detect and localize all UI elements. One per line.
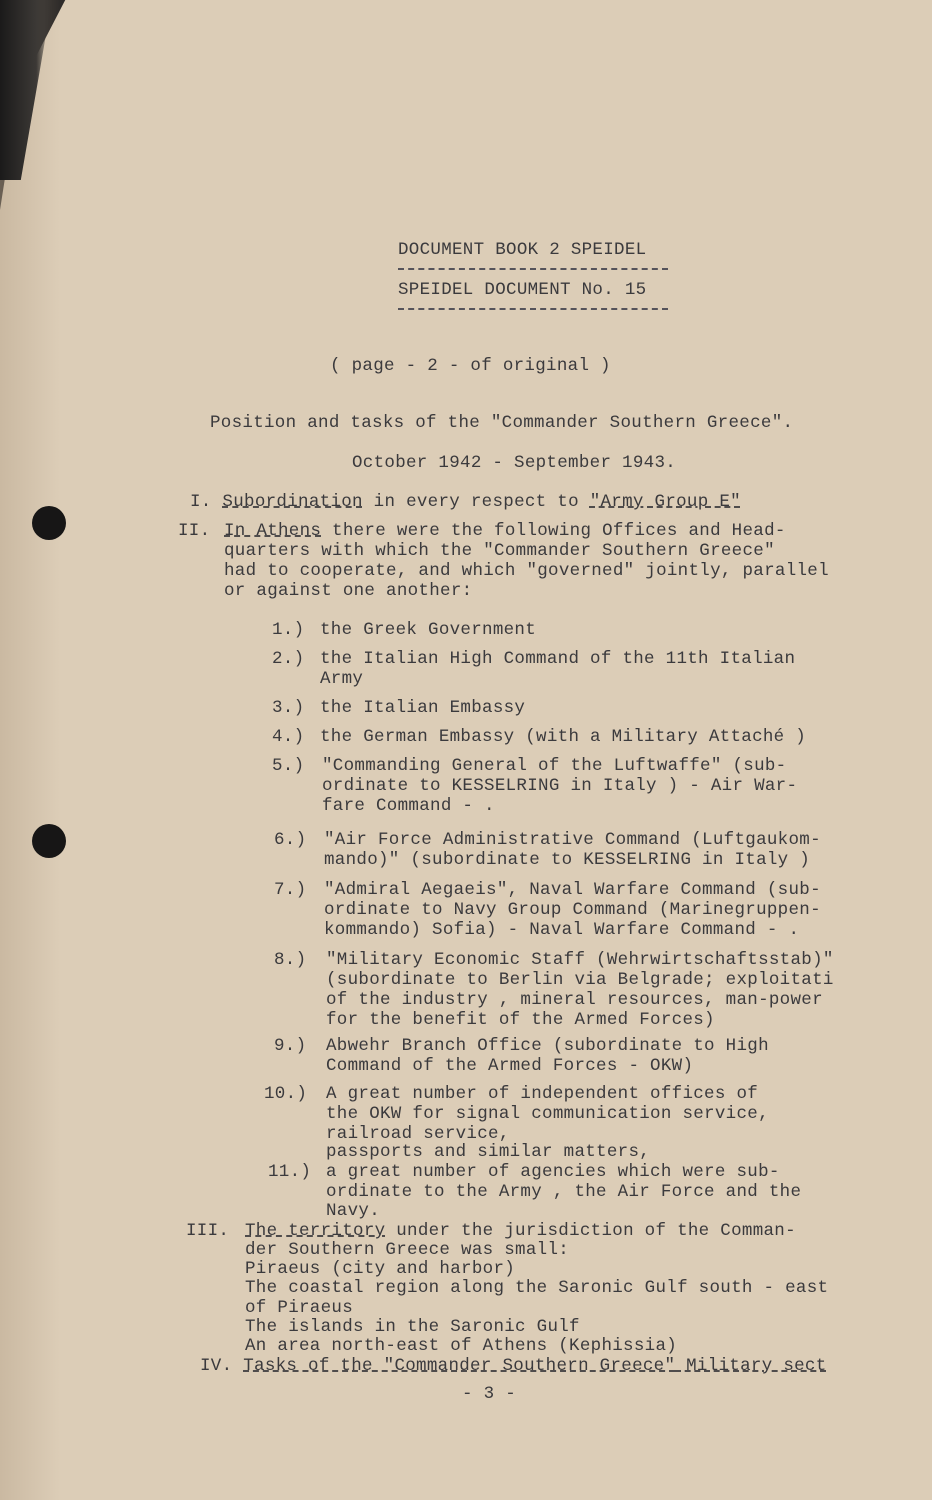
- section-ii-line: or against one another:: [224, 581, 473, 601]
- list-item-number: 1.): [272, 620, 305, 640]
- section-iii-line: The coastal region along the Saronic Gulf south - east: [245, 1278, 829, 1298]
- page-margin-shadow: [0, 0, 60, 1500]
- section-i-numeral: I.: [190, 492, 212, 512]
- section-iv: [200, 1356, 827, 1376]
- section-ii-line: In Athens there were the following Offices and Head-: [224, 521, 786, 541]
- section-iv-text: Military sect: [675, 1356, 827, 1376]
- document-period: October 1942 - September 1943.: [352, 453, 677, 473]
- section-iii-line: The islands in the Saronic Gulf: [245, 1317, 580, 1337]
- list-item-text: the Italian Embassy: [320, 698, 526, 718]
- list-item-text: mando)" (subordinate to KESSELRING in Italy ): [324, 850, 811, 870]
- list-item-number: 5.): [272, 756, 305, 776]
- list-item-text: "Military Economic Staff (Wehrwirtschaftsstab)": [326, 950, 834, 970]
- list-item-text: Army: [320, 669, 364, 689]
- list-item-text: the German Embassy (with a Military Attaché ): [320, 727, 807, 747]
- section-iii-heading: The territory: [245, 1221, 386, 1241]
- list-item-text: Command of the Armed Forces - OKW): [326, 1056, 694, 1076]
- section-i-target: "Army Group E": [589, 492, 741, 512]
- list-item-number: 9.): [274, 1036, 307, 1056]
- list-item-number: 11.): [268, 1162, 312, 1182]
- list-item-number: 8.): [274, 950, 307, 970]
- document-book-title: DOCUMENT BOOK 2 SPEIDEL: [398, 240, 647, 260]
- list-item-text: (subordinate to Berlin via Belgrade; exploitati: [326, 970, 834, 990]
- section-iii-line: An area north-east of Athens (Kephissia): [245, 1336, 678, 1356]
- list-item-number: 7.): [274, 880, 307, 900]
- list-item-text: the Italian High Command of the 11th Italian: [320, 649, 796, 669]
- list-item-number: 6.): [274, 830, 307, 850]
- list-item-text: the OKW for signal communication service,: [326, 1104, 769, 1124]
- section-i: [190, 492, 741, 512]
- section-iii-numeral: III.: [186, 1221, 230, 1241]
- list-item-text: Abwehr Branch Office (subordinate to High: [326, 1036, 769, 1056]
- list-item-text: fare Command - .: [322, 796, 495, 816]
- list-item-number: 4.): [272, 727, 305, 747]
- list-item-text: Navy.: [326, 1201, 381, 1221]
- list-item-text: ordinate to KESSELRING in Italy ) - Air War-: [322, 776, 798, 796]
- list-item-number: 10.): [264, 1084, 308, 1104]
- list-item-text: "Admiral Aegaeis", Naval Warfare Command (sub-: [324, 880, 821, 900]
- section-iii-line: Piraeus (city and harbor): [245, 1259, 516, 1279]
- list-item-number: 3.): [272, 698, 305, 718]
- list-item-text: "Air Force Administrative Command (Luftgaukom-: [324, 830, 821, 850]
- list-item-text: A great number of independent offices of: [326, 1084, 759, 1104]
- list-item-text: "Commanding General of the Luftwaffe" (sub-: [322, 756, 787, 776]
- list-item-text: of the industry , mineral resources, man-power: [326, 990, 823, 1010]
- section-iii-line: of Piraeus: [245, 1298, 354, 1318]
- header-rule-1: [398, 268, 668, 270]
- list-item-text: passports and similar matters,: [326, 1142, 651, 1162]
- section-ii-line: quarters with which the "Commander Southern Greece": [224, 541, 775, 561]
- punch-hole-upper: [32, 506, 66, 540]
- section-ii-heading: In Athens: [224, 521, 322, 541]
- list-item-text: ordinate to the Army , the Air Force and the: [326, 1182, 802, 1202]
- list-item-text: ordinate to Navy Group Command (Marinegruppen-: [324, 900, 821, 920]
- header-rule-2: [398, 308, 668, 310]
- list-item-text: for the benefit of the Armed Forces): [326, 1010, 715, 1030]
- page-reference: ( page - 2 - of original ): [330, 356, 611, 376]
- list-item-text: railroad service,: [326, 1124, 510, 1144]
- document-number: SPEIDEL DOCUMENT No. 15: [398, 280, 647, 300]
- punch-hole-lower: [32, 824, 66, 858]
- section-iii-line: The territory under the jurisdiction of the Comman-: [245, 1221, 796, 1241]
- section-iv-heading: Tasks of the "Commander Southern Greece": [243, 1356, 676, 1376]
- list-item-text: kommando) Sofia) - Naval Warfare Command - .: [324, 920, 800, 940]
- section-iii-line: der Southern Greece was small:: [245, 1240, 570, 1260]
- list-item-number: 2.): [272, 649, 305, 669]
- list-item-text: a great number of agencies which were sub-: [326, 1162, 780, 1182]
- section-i-text: in every respect to: [362, 492, 590, 512]
- document-title: Position and tasks of the "Commander Southern Greece".: [210, 413, 794, 433]
- section-ii-numeral: II.: [178, 521, 211, 541]
- section-iv-numeral: IV.: [200, 1356, 233, 1376]
- section-i-heading: Subordination: [222, 492, 363, 512]
- page-number: - 3 -: [462, 1384, 517, 1404]
- section-ii-line: had to cooperate, and which "governed" jointly, parallel: [224, 561, 829, 581]
- list-item-text: the Greek Government: [320, 620, 537, 640]
